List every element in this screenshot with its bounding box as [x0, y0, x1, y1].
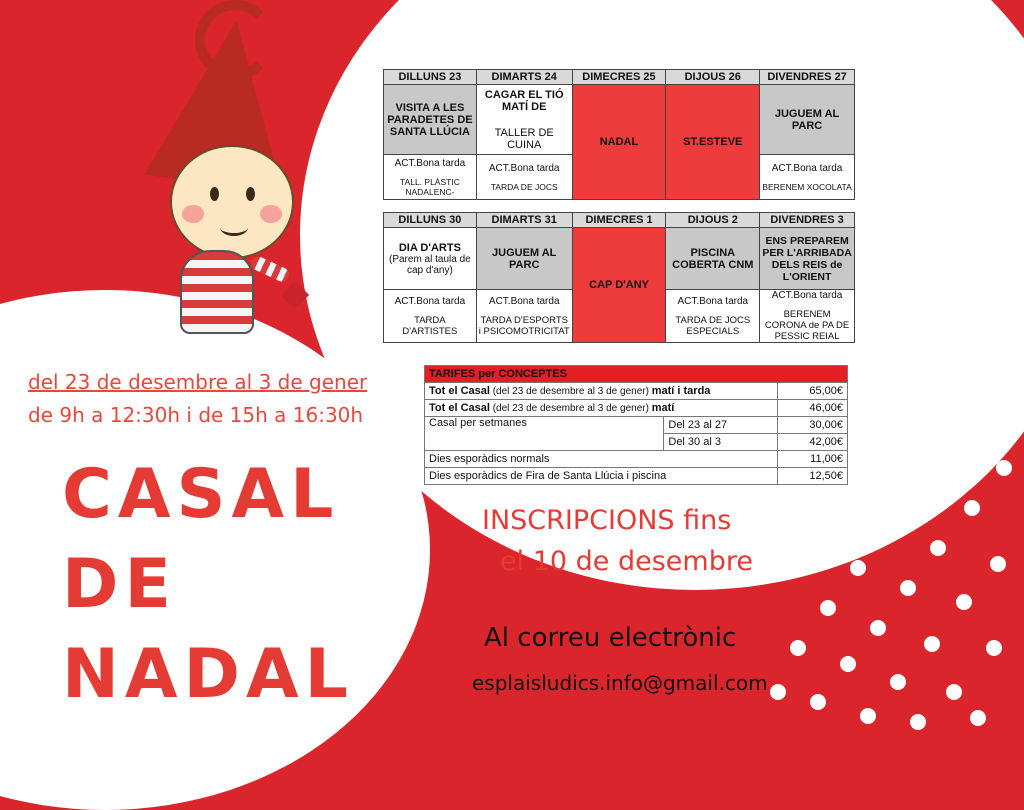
contact-label: Al correu electrònic	[484, 623, 737, 653]
tarifes-price: 42,00€	[778, 434, 848, 451]
polka-dot	[770, 684, 786, 700]
elf-illustration	[140, 0, 340, 360]
thu-morning: PISCINA COBERTA CNM	[666, 228, 760, 290]
afternoon-activity: BERENEM CORONA de PA DE PESSIC REIAL	[764, 309, 850, 342]
afternoon-label: ACT.Bona tarda	[394, 157, 466, 169]
title-line-3: NADAL	[62, 635, 354, 714]
morning-row	[384, 85, 855, 155]
afternoon-label: ACT.Bona tarda	[771, 290, 843, 301]
polka-dot	[900, 580, 916, 596]
mon-afternoon	[384, 290, 477, 343]
polka-dot	[960, 318, 976, 334]
polka-dot	[910, 714, 926, 730]
polka-dot	[940, 440, 956, 456]
afternoon-activity: TARDA D'ARTISTES	[402, 314, 458, 337]
hours-line: de 9h a 12:30h i de 15h a 16:30h	[28, 403, 364, 427]
polka-dot	[840, 656, 856, 672]
day-header: DILLUNS 30	[384, 213, 477, 228]
tarifes-row	[425, 451, 848, 468]
tarifes-concept	[425, 383, 778, 400]
tarifes-subconcept: Del 30 al 3	[664, 434, 778, 451]
day-header: DIMARTS 31	[476, 213, 572, 228]
afternoon-activity: TARDA DE JOCS ESPECIALS	[675, 314, 751, 337]
fri-afternoon	[760, 155, 855, 200]
inscriptions-line-2: el 10 de desembre	[500, 546, 753, 577]
afternoon-activity: TARDA D'ESPORTS i PSICOMOTRICITAT	[478, 314, 570, 337]
afternoon-activity: TARDA DE JOCS	[490, 181, 558, 192]
holiday-cell: CAP D'ANY	[572, 228, 666, 343]
tarifes-subconcept: Del 23 al 27	[664, 417, 778, 434]
polka-dot	[890, 674, 906, 690]
polka-dot	[870, 620, 886, 636]
tarifes-concept: Dies esporàdics de Fira de Santa Llúcia i piscina	[425, 468, 778, 485]
polka-dot	[924, 636, 940, 652]
mon-afternoon	[384, 155, 477, 200]
polka-dot	[988, 280, 1004, 296]
afternoon-activity: BERENEM XOCOLATA	[762, 181, 852, 192]
elf-eye	[210, 187, 219, 201]
tarifes-concept	[425, 400, 778, 417]
day-header: DIJOUS 2	[666, 213, 760, 228]
tarifes-concept: Casal per setmanes	[425, 417, 664, 451]
afternoon-label: ACT.Bona tarda	[394, 295, 466, 307]
polka-dot	[956, 594, 972, 610]
schedule-header-row	[384, 213, 855, 228]
polka-dot	[946, 684, 962, 700]
elf-face	[170, 145, 294, 259]
tarifes-price: 30,00€	[778, 417, 848, 434]
tarifes-price: 11,00€	[778, 451, 848, 468]
afternoon-label: ACT.Bona tarda	[677, 295, 749, 307]
afternoon-label: ACT.Bona tarda	[488, 162, 560, 174]
elf-body	[180, 250, 254, 334]
morning-row	[384, 228, 855, 290]
concept-bold-end: matí	[651, 402, 675, 414]
mon-morning-title: DIA D'ARTS	[398, 241, 461, 254]
day-header: DIMECRES 1	[572, 213, 666, 228]
mon-morning: VISITA A LES PARADETES DE SANTA LLÚCIA	[384, 85, 477, 155]
concept-detail: (del 23 de desembre al 3 de gener)	[489, 386, 652, 397]
polka-dot	[970, 400, 986, 416]
tue-morning: JUGUEM AL PARC	[476, 228, 572, 290]
schedule-week2	[383, 212, 855, 343]
polka-dot	[790, 640, 806, 656]
tue-morning-title: CAGAR EL TIÓ MATÍ DE	[484, 88, 564, 113]
schedule-week1	[383, 69, 855, 200]
tarifes-row	[425, 400, 848, 417]
heart-icon	[281, 281, 309, 309]
tarifes-header: TARIFES per CONCEPTES	[425, 366, 848, 383]
polka-dot	[850, 560, 866, 576]
afternoon-label: ACT.Bona tarda	[488, 295, 560, 307]
mon-morning-sub: (Parem al taula de cap d'any)	[389, 253, 471, 276]
tarifes-price: 65,00€	[778, 383, 848, 400]
polka-dot	[860, 708, 876, 724]
polka-dot	[880, 520, 896, 536]
schedule-header-row	[384, 70, 855, 85]
holiday-cell: NADAL	[572, 85, 666, 200]
polka-dot	[990, 556, 1006, 572]
day-header: DIVENDRES 3	[760, 213, 855, 228]
tarifes-header-row	[425, 366, 848, 383]
tarifes-row	[425, 468, 848, 485]
fri-morning: ENS PREPAREM PER L'ARRIBADA DELS REIS de L'ORIENT	[760, 228, 855, 290]
day-header: DILLUNS 23	[384, 70, 477, 85]
elf-cheek	[182, 205, 204, 223]
polka-dot	[810, 694, 826, 710]
polka-dot	[996, 460, 1012, 476]
polka-dot	[964, 500, 980, 516]
tue-afternoon	[476, 290, 572, 343]
title-line-1: CASAL	[62, 455, 340, 534]
holiday-cell: ST.ESTEVE	[666, 85, 760, 200]
polka-dot	[1000, 360, 1016, 376]
day-header: DIMECRES 25	[572, 70, 666, 85]
fri-morning: JUGUEM AL PARC	[760, 85, 855, 155]
tue-morning-sub: TALLER DE CUINA	[494, 126, 554, 151]
thu-afternoon	[666, 290, 760, 343]
polka-dot	[970, 710, 986, 726]
tue-afternoon	[476, 155, 572, 200]
tarifes-table	[424, 365, 848, 485]
concept-detail: (del 23 de desembre al 3 de gener)	[489, 403, 652, 414]
concept-bold-end: matí i tarda	[651, 385, 711, 397]
title-line-2: DE	[62, 545, 177, 624]
elf-mouth	[220, 219, 248, 236]
polka-dot	[910, 482, 926, 498]
email-link[interactable]: esplaisludics.info@gmail.com	[472, 671, 768, 695]
concept-bold: Tot el Casal	[429, 402, 490, 414]
concept-bold: Tot el Casal	[429, 385, 490, 397]
elf-arm	[249, 254, 291, 284]
tarifes-concept: Dies esporàdics normals	[425, 451, 778, 468]
dates-line: del 23 de desembre al 3 de gener	[28, 370, 368, 394]
fri-afternoon	[760, 290, 855, 343]
elf-eye	[246, 187, 255, 201]
afternoon-label: ACT.Bona tarda	[771, 162, 843, 174]
polka-dot	[930, 540, 946, 556]
afternoon-activity: TALL. PLÀSTIC NADALENC-	[400, 176, 460, 197]
day-header: DIJOUS 26	[666, 70, 760, 85]
tarifes-price: 12,50€	[778, 468, 848, 485]
tarifes-price: 46,00€	[778, 400, 848, 417]
tarifes-row	[425, 417, 848, 434]
polka-dot	[820, 600, 836, 616]
day-header: DIVENDRES 27	[760, 70, 855, 85]
mon-morning	[384, 228, 477, 290]
tue-morning	[476, 85, 572, 155]
polka-dot	[978, 240, 994, 256]
tarifes-row	[425, 383, 848, 400]
day-header: DIMARTS 24	[476, 70, 572, 85]
inscriptions-line-1: INSCRIPCIONS fins	[482, 505, 732, 536]
elf-cheek	[260, 205, 282, 223]
polka-dot	[986, 640, 1002, 656]
